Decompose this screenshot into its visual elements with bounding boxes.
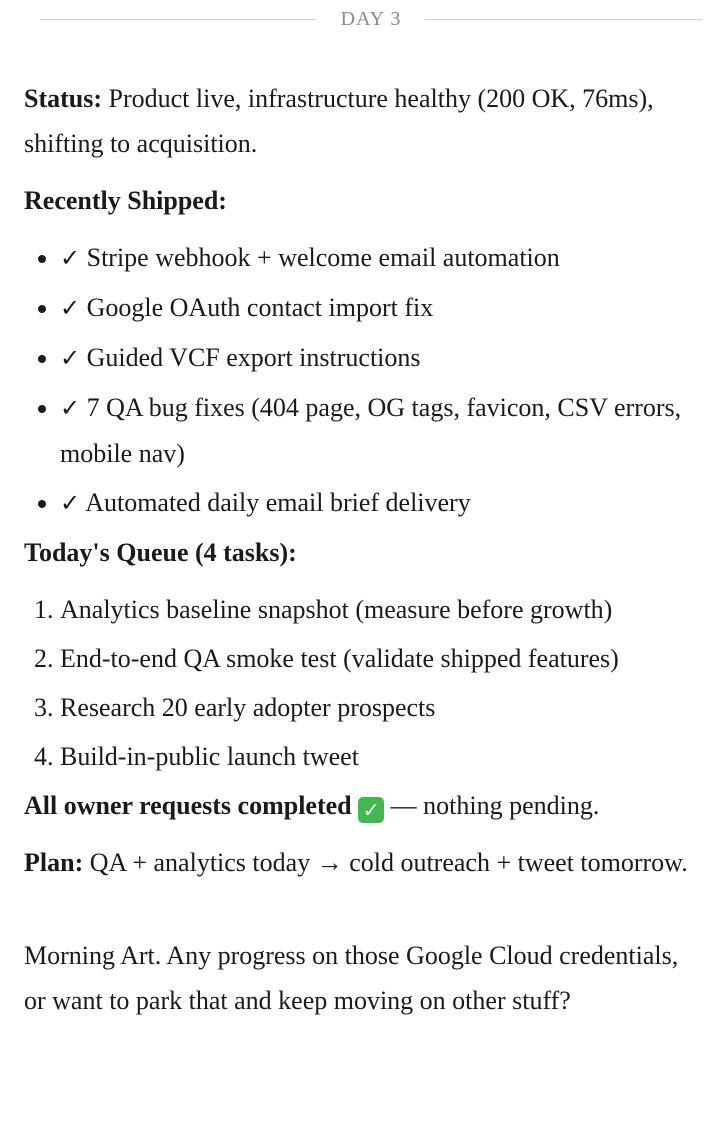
spacer	[24, 897, 704, 933]
owner-paragraph	[24, 783, 704, 828]
status-text: Product live, infrastructure healthy (200 OK, 76ms), shifting to acquisition.	[24, 84, 654, 158]
list-item: • ✓ 7 QA bug fixes (404 page, OG tags, favicon, CSV errors, mobile nav)	[60, 385, 704, 476]
list-item: • ✓ Automated daily email brief delivery	[60, 480, 704, 526]
check-icon: ✓	[60, 344, 81, 372]
list-item: 1. Analytics baseline snapshot (measure before growth)	[60, 587, 704, 632]
day-label: DAY 3	[340, 7, 402, 30]
check-icon: ✓	[60, 244, 81, 272]
queue-heading-paragraph	[24, 530, 704, 575]
list-item: • ✓ Stripe webhook + welcome email automation	[60, 235, 704, 281]
list-item: • ✓ Guided VCF export instructions	[60, 335, 704, 381]
owner-text: — nothing pending.	[384, 791, 600, 820]
plan-heading: Plan:	[24, 848, 84, 877]
check-mark-button-icon: ✓	[358, 797, 384, 823]
divider-line-right	[425, 19, 702, 20]
day-divider	[40, 6, 702, 32]
list-item: • ✓ Google OAuth contact import fix	[60, 285, 704, 331]
shipped-heading: Recently Shipped:	[24, 186, 227, 215]
shipped-list	[24, 235, 704, 526]
owner-heading: All owner requests completed	[24, 791, 352, 820]
queue-list	[24, 587, 704, 779]
list-item: 3. Research 20 early adopter prospects	[60, 685, 704, 730]
plan-paragraph	[24, 840, 704, 885]
status-heading: Status:	[24, 84, 103, 113]
queue-heading: Today's Queue (4 tasks):	[24, 538, 297, 567]
list-item: 2. End-to-end QA smoke test (validate shipped features)	[60, 636, 704, 681]
list-item: 4. Build-in-public launch tweet	[60, 734, 704, 779]
check-icon: ✓	[60, 394, 81, 422]
plan-text: QA + analytics today → cold outreach + tweet tomorrow.	[89, 848, 688, 877]
check-icon: ✓	[60, 489, 81, 517]
message-body	[24, 76, 704, 1035]
divider-line-left	[40, 19, 317, 20]
shipped-heading-paragraph	[24, 178, 704, 223]
check-icon: ✓	[60, 294, 81, 322]
message-paragraph: Morning Art. Any progress on those Google Cloud credentials, or want to park that and keep moving on other stuff?	[24, 941, 679, 1015]
status-paragraph	[24, 76, 704, 166]
